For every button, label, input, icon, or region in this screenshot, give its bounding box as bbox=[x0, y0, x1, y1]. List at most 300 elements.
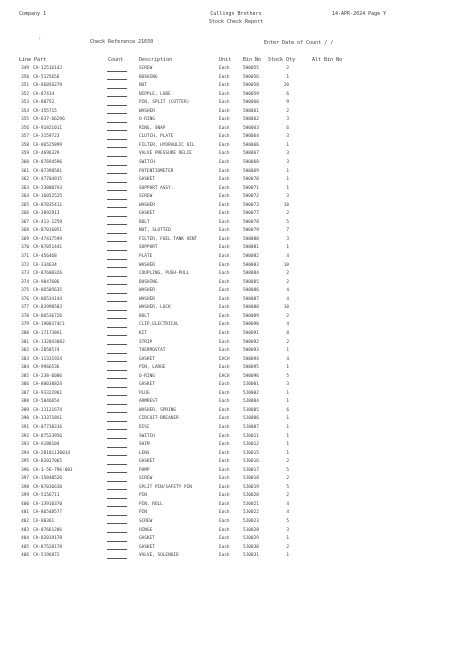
count-entry-blank[interactable] bbox=[107, 475, 127, 482]
bin-number: 5H0064 bbox=[243, 134, 259, 140]
count-entry-blank[interactable] bbox=[107, 125, 127, 132]
description: GASKET bbox=[139, 536, 155, 542]
part-number: CA-4696329 bbox=[33, 151, 60, 157]
bin-number: 5H0077 bbox=[243, 211, 259, 217]
part-number: CA-3092913 bbox=[33, 211, 60, 217]
description: GASKET bbox=[139, 459, 155, 465]
count-entry-blank[interactable] bbox=[107, 74, 127, 81]
stock-qty: 5 bbox=[286, 219, 289, 225]
count-entry-blank[interactable] bbox=[107, 535, 127, 542]
table-row bbox=[19, 253, 439, 262]
part-number: CA-87035411 bbox=[33, 202, 63, 208]
part-number: CA-9847606 bbox=[33, 279, 60, 285]
line-number: 351 bbox=[21, 83, 29, 89]
table-row bbox=[19, 176, 439, 185]
bin-number: 5H0079 bbox=[243, 228, 259, 234]
line-number: 371 bbox=[21, 254, 29, 260]
part-number: CA-87398581 bbox=[33, 168, 63, 174]
description: PIN, ROLL bbox=[139, 501, 163, 507]
stock-qty: 1 bbox=[286, 450, 289, 456]
table-row bbox=[19, 168, 439, 177]
part-number: CA-83990583 bbox=[33, 305, 63, 311]
table-row bbox=[19, 544, 439, 553]
table-row bbox=[19, 193, 439, 202]
description: PIN bbox=[139, 510, 147, 516]
line-number: 369 bbox=[21, 236, 29, 242]
unit: Each bbox=[219, 399, 230, 405]
description: KIT bbox=[139, 330, 147, 336]
unit: Each bbox=[219, 100, 230, 106]
unit: Each bbox=[219, 459, 230, 465]
table-row bbox=[19, 304, 439, 313]
table-row bbox=[19, 159, 439, 168]
count-entry-blank[interactable] bbox=[107, 313, 127, 320]
description: WASHER, LOCK bbox=[139, 305, 171, 311]
stock-qty: 3 bbox=[286, 382, 289, 388]
line-number: 384 bbox=[21, 365, 29, 371]
stock-qty: 2 bbox=[286, 339, 289, 345]
unit: EACH bbox=[219, 356, 230, 362]
table-row bbox=[19, 262, 439, 271]
part-number: CA-637-66296 bbox=[33, 117, 65, 123]
count-entry-blank[interactable] bbox=[107, 296, 127, 303]
table-row bbox=[19, 210, 439, 219]
table-row bbox=[19, 330, 439, 339]
unit: Each bbox=[219, 125, 230, 131]
table-row bbox=[19, 125, 439, 134]
part-number: CA-456468 bbox=[33, 254, 57, 260]
bin-number: 5H0081 bbox=[243, 245, 259, 251]
count-entry-blank[interactable] bbox=[107, 108, 127, 115]
part-number: CA-238-6006 bbox=[33, 373, 63, 379]
count-entry-blank[interactable] bbox=[107, 82, 127, 89]
line-number: 358 bbox=[21, 142, 29, 148]
check-reference: Check Reference 21650 bbox=[90, 39, 154, 45]
count-entry-blank[interactable] bbox=[107, 330, 127, 337]
count-entry-blank[interactable] bbox=[107, 176, 127, 183]
unit: Each bbox=[219, 322, 230, 328]
col-alt-bin-no: Alt Bin No bbox=[312, 57, 343, 63]
count-entry-blank[interactable] bbox=[107, 441, 127, 448]
table-row bbox=[19, 91, 439, 100]
stock-qty: 1 bbox=[286, 433, 289, 439]
bin-number: 5J0006 bbox=[243, 416, 259, 422]
description: VALVE, SOLENOID bbox=[139, 553, 179, 559]
bin-number: 5H0066 bbox=[243, 142, 259, 148]
part-number: CA-1251614J bbox=[33, 66, 63, 71]
count-entry-blank[interactable] bbox=[107, 347, 127, 354]
line-number: 382 bbox=[21, 348, 29, 354]
description: GASKET bbox=[139, 177, 155, 183]
bin-number: 5H0059 bbox=[243, 91, 259, 97]
table-row bbox=[19, 475, 439, 484]
table-row bbox=[19, 219, 439, 228]
count-entry-blank[interactable] bbox=[107, 304, 127, 311]
bin-number: 5J0011 bbox=[243, 433, 259, 439]
stock-qty: 2 bbox=[286, 211, 289, 217]
table-row bbox=[19, 270, 439, 279]
description: VALVE PRESSURE RELIE bbox=[139, 151, 192, 157]
table-row bbox=[19, 296, 439, 305]
table-row bbox=[19, 99, 439, 108]
description: STRIP bbox=[139, 339, 153, 345]
part-number: CA-82027065 bbox=[33, 459, 63, 465]
stock-qty: 1 bbox=[286, 442, 289, 448]
count-entry-blank[interactable] bbox=[107, 91, 127, 98]
description: O-RING bbox=[139, 373, 155, 379]
stock-qty: 4 bbox=[286, 322, 289, 328]
unit: Each bbox=[219, 194, 230, 200]
description: CLIP,ELECTRICAL bbox=[139, 322, 179, 328]
unit: Each bbox=[219, 288, 230, 294]
unit: Each bbox=[219, 527, 230, 533]
unit: Each bbox=[219, 160, 230, 166]
count-entry-blank[interactable] bbox=[107, 458, 127, 465]
line-number: 392 bbox=[21, 433, 29, 439]
count-entry-blank[interactable] bbox=[107, 65, 127, 72]
unit: Each bbox=[219, 493, 230, 499]
bin-number: 5H0055 bbox=[243, 66, 259, 71]
count-entry-blank[interactable] bbox=[107, 287, 127, 294]
table-row bbox=[19, 116, 439, 125]
stock-qty: 6 bbox=[286, 125, 289, 131]
bin-number: 5H0068 bbox=[243, 160, 259, 166]
description: SUPPORT bbox=[139, 245, 158, 251]
part-number: CA-5125656 bbox=[33, 74, 60, 80]
unit: Each bbox=[219, 91, 230, 97]
count-entry-blank[interactable] bbox=[107, 390, 127, 397]
count-entry-blank[interactable] bbox=[107, 262, 127, 269]
table-row bbox=[19, 347, 439, 356]
unit: Each bbox=[219, 271, 230, 277]
count-entry-blank[interactable] bbox=[107, 424, 127, 431]
count-entry-blank[interactable] bbox=[107, 279, 127, 286]
line-number: 405 bbox=[21, 544, 29, 550]
unit: Each bbox=[219, 330, 230, 336]
bin-number: 5J0016 bbox=[243, 459, 259, 465]
col-count: Count bbox=[108, 57, 124, 63]
unit: EACH bbox=[219, 373, 230, 379]
count-entry-blank[interactable] bbox=[107, 236, 127, 243]
line-number: 362 bbox=[21, 177, 29, 183]
count-entry-blank[interactable] bbox=[107, 202, 127, 209]
unit: Each bbox=[219, 476, 230, 482]
stock-qty: 3 bbox=[286, 151, 289, 157]
unit: Each bbox=[219, 390, 230, 396]
count-entry-blank[interactable] bbox=[107, 364, 127, 371]
bin-number: 5H0088 bbox=[243, 305, 259, 311]
stock-qty: 20 bbox=[283, 83, 289, 89]
bin-number: 5H0058 bbox=[243, 83, 259, 89]
bin-number: 5H0062 bbox=[243, 117, 259, 123]
part-number: CA-87051441 bbox=[33, 245, 63, 251]
count-entry-blank[interactable] bbox=[107, 270, 127, 277]
count-entry-blank[interactable] bbox=[107, 116, 127, 123]
unit: Each bbox=[219, 202, 230, 208]
description: COUPLING, PUSH-PULL bbox=[139, 271, 190, 277]
part-number: CA-2858574 bbox=[33, 348, 60, 354]
count-entry-blank[interactable] bbox=[107, 501, 127, 508]
part-number: CA-86525899 bbox=[33, 142, 63, 148]
count-entry-blank[interactable] bbox=[107, 484, 127, 491]
bin-number: 5J0022 bbox=[243, 510, 259, 516]
table-row bbox=[19, 433, 439, 442]
description: GASKET bbox=[139, 211, 155, 217]
bin-number: 5H0090 bbox=[243, 322, 259, 328]
unit: Each bbox=[219, 484, 230, 490]
line-number: 364 bbox=[21, 194, 29, 200]
count-entry-blank[interactable] bbox=[107, 527, 127, 534]
description: SCREW bbox=[139, 476, 153, 482]
bin-number: 5H0063 bbox=[243, 125, 259, 131]
description: FILTER, HYDRAULIC OIL bbox=[139, 142, 195, 148]
unit: Each bbox=[219, 416, 230, 422]
line-number: 393 bbox=[21, 442, 29, 448]
unit: Each bbox=[219, 236, 230, 242]
description: BOLT bbox=[139, 219, 150, 225]
line-number: 379 bbox=[21, 322, 29, 328]
bin-number: 5H0067 bbox=[243, 151, 259, 157]
part-number: CA-87016051 bbox=[33, 228, 63, 234]
stock-qty: 1 bbox=[286, 142, 289, 148]
part-number: CA-87523956 bbox=[33, 433, 63, 439]
unit: Each bbox=[219, 254, 230, 260]
part-number: CA-11331924 bbox=[33, 356, 63, 362]
bin-number: 5H0083 bbox=[243, 262, 259, 268]
count-entry-blank[interactable] bbox=[107, 373, 127, 380]
count-entry-blank[interactable] bbox=[107, 99, 127, 106]
bin-number: 5H0071 bbox=[243, 185, 259, 191]
line-number: 363 bbox=[21, 185, 29, 191]
part-number: CA-132043082 bbox=[33, 339, 65, 345]
count-entry-blank[interactable] bbox=[107, 168, 127, 175]
table-row bbox=[19, 509, 439, 518]
count-entry-blank[interactable] bbox=[107, 185, 127, 192]
table-row bbox=[19, 279, 439, 288]
bin-number: 5J0020 bbox=[243, 493, 259, 499]
count-entry-blank[interactable] bbox=[107, 407, 127, 414]
description: GASKET bbox=[139, 382, 155, 388]
count-entry-blank[interactable] bbox=[107, 552, 127, 559]
line-number: 360 bbox=[21, 160, 29, 166]
line-number: 406 bbox=[21, 553, 29, 559]
description: SUPPORT ASSY. bbox=[139, 185, 174, 191]
unit: Each bbox=[219, 348, 230, 354]
bin-number: 5J0028 bbox=[243, 527, 259, 533]
line-number: 378 bbox=[21, 313, 29, 319]
part-number: CA-86505635 bbox=[33, 288, 63, 294]
line-number: 396 bbox=[21, 467, 29, 473]
stock-qty: 1 bbox=[286, 399, 289, 405]
count-entry-blank[interactable] bbox=[107, 227, 127, 234]
stock-qty: 2 bbox=[286, 476, 289, 482]
count-entry-blank[interactable] bbox=[107, 518, 127, 525]
line-number: 388 bbox=[21, 399, 29, 405]
stock-qty: 5 bbox=[286, 467, 289, 473]
line-number: 402 bbox=[21, 518, 29, 524]
part-number: CA-47704915 bbox=[33, 177, 63, 183]
line-number: 354 bbox=[21, 108, 29, 114]
stock-rows bbox=[19, 65, 439, 561]
col-line-part: Line Part bbox=[19, 57, 47, 63]
stock-qty: 2 bbox=[286, 66, 289, 71]
table-row bbox=[19, 381, 439, 390]
unit: Each bbox=[219, 442, 230, 448]
unit: Each bbox=[219, 424, 230, 430]
count-entry-blank[interactable] bbox=[107, 509, 127, 516]
count-entry-blank[interactable] bbox=[107, 193, 127, 200]
stock-qty: 1 bbox=[286, 177, 289, 183]
line-number: 385 bbox=[21, 373, 29, 379]
stock-qty: 5 bbox=[286, 518, 289, 524]
part-number: CA-91821011 bbox=[33, 125, 63, 131]
stock-qty: 2 bbox=[286, 108, 289, 114]
part-number: CA-87016630 bbox=[33, 484, 63, 490]
line-number: 401 bbox=[21, 510, 29, 516]
bin-number: 5J0015 bbox=[243, 450, 259, 456]
description: HINGE bbox=[139, 527, 153, 533]
count-entry-blank[interactable] bbox=[107, 467, 127, 474]
table-row bbox=[19, 501, 439, 510]
stock-qty: 9 bbox=[286, 100, 289, 106]
stock-qty: 3 bbox=[286, 160, 289, 166]
part-number: CA-86056279 bbox=[33, 83, 63, 89]
count-entry-blank[interactable] bbox=[107, 381, 127, 388]
table-row bbox=[19, 74, 439, 83]
table-row bbox=[19, 65, 439, 74]
stock-qty: 8 bbox=[286, 330, 289, 336]
part-number: CA-87600326 bbox=[33, 271, 63, 277]
col-bin-no: Bin No bbox=[243, 57, 262, 63]
bin-number: 5H0085 bbox=[243, 279, 259, 285]
description: THERMOSTAT bbox=[139, 348, 166, 354]
count-entry-blank[interactable] bbox=[107, 142, 127, 149]
table-row bbox=[19, 236, 439, 245]
part-number: CA-355715 bbox=[33, 108, 57, 114]
table-row bbox=[19, 492, 439, 501]
stock-qty: 7 bbox=[286, 228, 289, 234]
count-entry-blank[interactable] bbox=[107, 244, 127, 251]
table-row bbox=[19, 535, 439, 544]
stock-qty: 3 bbox=[286, 236, 289, 242]
unit: Each bbox=[219, 433, 230, 439]
count-entry-blank[interactable] bbox=[107, 253, 127, 260]
stock-qty: 1 bbox=[286, 348, 289, 354]
unit: Each bbox=[219, 134, 230, 140]
bin-number: 5H0091 bbox=[243, 330, 259, 336]
description: SWITCH bbox=[139, 433, 155, 439]
part-number: CA-5846654 bbox=[33, 399, 60, 405]
stock-qty: 3 bbox=[286, 527, 289, 533]
line-number: 381 bbox=[21, 339, 29, 345]
description: PIN, LARGE bbox=[139, 365, 166, 371]
count-entry-blank[interactable] bbox=[107, 339, 127, 346]
count-entry-blank[interactable] bbox=[107, 133, 127, 140]
report-company-title: Cullings Brothers bbox=[210, 11, 262, 17]
description: SCREW bbox=[139, 194, 153, 200]
line-number: 400 bbox=[21, 501, 29, 507]
description: NUT, SLOTTED bbox=[139, 228, 171, 234]
bin-number: 5H0060 bbox=[243, 100, 259, 106]
count-entry-blank[interactable] bbox=[107, 219, 127, 226]
unit: Each bbox=[219, 501, 230, 507]
line-number: 370 bbox=[21, 245, 29, 251]
bin-number: 5H0069 bbox=[243, 168, 259, 174]
part-number: CA-A188104 bbox=[33, 442, 60, 448]
count-entry-blank[interactable] bbox=[107, 356, 127, 363]
line-number: 373 bbox=[21, 271, 29, 277]
col-unit: Unit bbox=[219, 57, 232, 63]
table-row bbox=[19, 467, 439, 476]
stock-qty: 1 bbox=[286, 365, 289, 371]
count-entry-blank[interactable] bbox=[107, 159, 127, 166]
count-entry-blank[interactable] bbox=[107, 415, 127, 422]
table-row bbox=[19, 390, 439, 399]
table-row bbox=[19, 142, 439, 151]
unit: Each bbox=[219, 544, 230, 550]
stock-qty: 1 bbox=[286, 245, 289, 251]
count-entry-blank[interactable] bbox=[107, 210, 127, 217]
count-entry-blank[interactable] bbox=[107, 492, 127, 499]
line-number: 387 bbox=[21, 390, 29, 396]
bin-number: 5J0007 bbox=[243, 424, 259, 430]
table-row bbox=[19, 244, 439, 253]
description: SPLIT PIN/SAFETY PIN bbox=[139, 484, 192, 490]
table-row bbox=[19, 398, 439, 407]
bin-number: 5H0080 bbox=[243, 236, 259, 242]
stock-qty: 1 bbox=[286, 74, 289, 80]
count-entry-blank[interactable] bbox=[107, 321, 127, 328]
count-entry-blank[interactable] bbox=[107, 433, 127, 440]
table-row bbox=[19, 321, 439, 330]
stock-qty: 2 bbox=[286, 313, 289, 319]
line-number: 398 bbox=[21, 484, 29, 490]
stock-qty: 1 bbox=[286, 416, 289, 422]
line-number: 377 bbox=[21, 305, 29, 311]
line-number: 357 bbox=[21, 134, 29, 140]
count-entry-blank[interactable] bbox=[107, 150, 127, 157]
description: SCREW bbox=[139, 66, 153, 71]
unit: Each bbox=[219, 262, 230, 268]
bin-number: 5H0072 bbox=[243, 194, 259, 200]
description: PIN bbox=[139, 493, 147, 499]
part-number: CA-5156711 bbox=[33, 493, 60, 499]
stock-qty: 1 bbox=[286, 168, 289, 174]
bin-number: 5J0001 bbox=[243, 382, 259, 388]
unit: Each bbox=[219, 142, 230, 148]
bin-number: 5J0018 bbox=[243, 476, 259, 482]
description: LENS bbox=[139, 450, 150, 456]
description: BUSHING bbox=[139, 279, 158, 285]
part-number: CA-238807A3 bbox=[33, 185, 63, 191]
count-entry-blank[interactable] bbox=[107, 544, 127, 551]
description: WASHER bbox=[139, 262, 155, 268]
line-number: 355 bbox=[21, 117, 29, 123]
part-number: CA-9966536 bbox=[33, 365, 60, 371]
part-number: CA-82019178 bbox=[33, 536, 63, 542]
line-number: 365 bbox=[21, 202, 29, 208]
count-entry-blank[interactable] bbox=[107, 398, 127, 405]
unit: Each bbox=[219, 117, 230, 123]
count-entry-blank[interactable] bbox=[107, 450, 127, 457]
line-number: 361 bbox=[21, 168, 29, 174]
line-number: 389 bbox=[21, 407, 29, 413]
part-number: CA-80038824 bbox=[33, 382, 63, 388]
description: O-RING bbox=[139, 117, 155, 123]
unit: Each bbox=[219, 245, 230, 251]
description: CLUTCH, PLATE bbox=[139, 134, 174, 140]
description: SHIM bbox=[139, 442, 150, 448]
